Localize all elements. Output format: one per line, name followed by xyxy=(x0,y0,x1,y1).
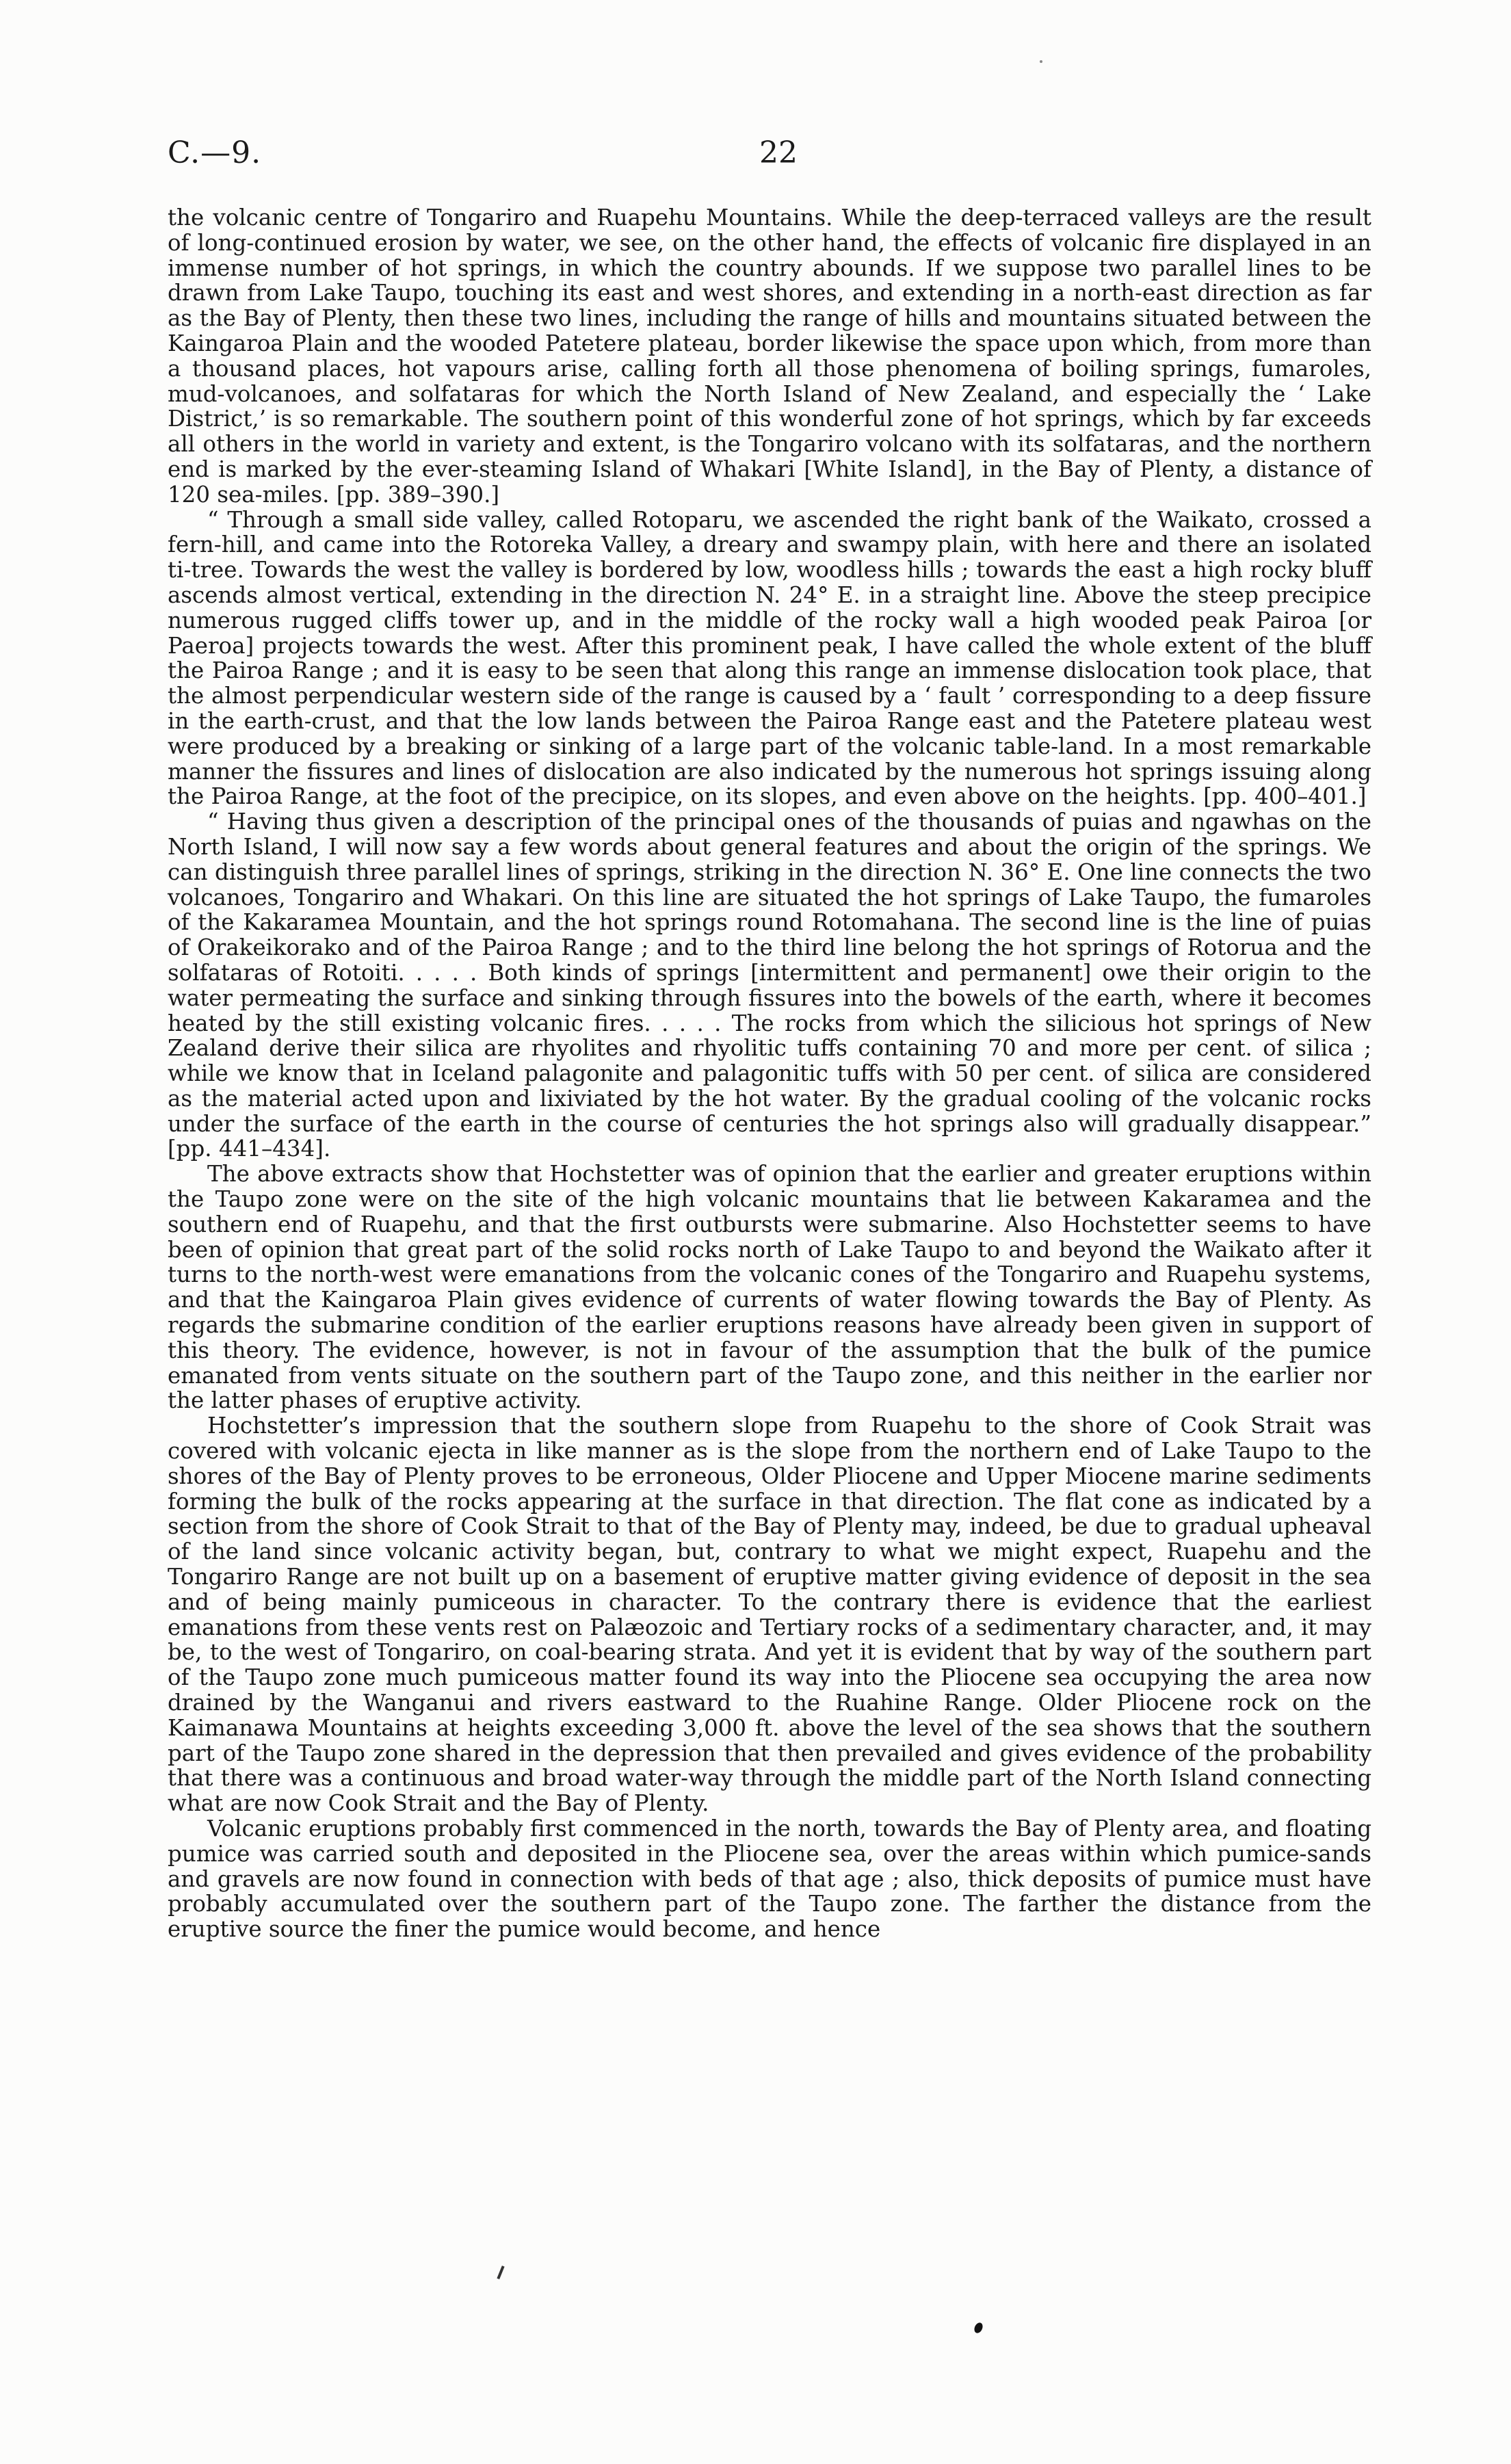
paragraph-quote-continuation: the volcanic centre of Tongariro and Ruapehu Mountains. While the deep-terraced valleys are the result of long-continued erosion by water, we see, on the other hand, the effects of volcanic fire displayed in an immense number of hot springs, in which the country abounds. If we suppose two parallel lines to be drawn from Lake Taupo, touching its east and west shores, and extending in a north-east direction as far as the Bay of Plenty, then these two lines, including the range of hills and mountains situated between the Kaingaroa Plain and the wooded Patetere plateau, border likewise the space upon which, from more than a thousand places, hot vapours arise, calling forth all those phenomena of boiling springs, fumaroles, mud-volcanoes, and solfataras for which the North Island of New Zealand, and especially the ‘ Lake District,’ is so remarkable. The southern point of this wonderful zone of hot springs, which by far exceeds all others in the world in variety and extent, is the Tongariro volcano with its solfataras, and the northern end is marked by the ever-steaming Island of Whakari [White Island], in the Bay of Plenty, a distance of 120 sea-miles. [pp. 389–390.] xyxy=(168,205,1371,508)
paragraph-springs-origin: “ Having thus given a description of the principal ones of the thousands of puias and ngawhas on the North Island, I will now say a few words about general features and about the origin of the springs. We can distinguish three parallel lines of springs, striking in the direction N. 36° E. One line connects the two volcanoes, Tongariro and Whakari. On this line are situated the hot springs of Lake Taupo, the fumaroles of the Kakaramea Mountain, and the hot springs round Rotomahana. The second line is the line of puias of Orakeikorako and of the Pairoa Range ; and to the third line belong the hot springs of Rotorua and the solfataras of Rotoiti. . . . . Both kinds of springs [intermittent and permanent] owe their origin to the water permeating the surface and sinking through fissures into the bowels of the earth, where it becomes heated by the still existing volcanic fires. . . . . The rocks from which the silicious hot springs of New Zealand derive their silica are rhyolites and rhyolitic tuffs containing 70 and more per cent. of silica ; while we know that in Iceland palagonite and palagonitic tuffs with 50 per cent. of silica are considered as the material acted upon and lixiviated by the hot water. By the gradual cooling of the volcanic rocks under the surface of the earth in the course of centuries the hot springs also will gradually disappear.” [pp. 441–434]. xyxy=(168,809,1371,1162)
page-number: 22 xyxy=(759,135,798,170)
paragraph-rotoreka-valley: “ Through a small side valley, called Rotoparu, we ascended the right bank of the Waikato, crossed a fern-hill, and came into the Rotoreka Valley, a dreary and swampy plain, with here and there an isolated ti-tree. Towards the west the valley is bordered by low, woodless hills ; towards the east a high rocky bluff ascends almost vertical, extending in the direction N. 24° E. in a straight line. Above the steep precipice numerous rugged cliffs tower up, and in the middle of the rocky wall a high wooded peak Pairoa [or Paeroa] projects towards the west. After this prominent peak, I have called the whole extent of the bluff the Pairoa Range ; and it is easy to be seen that along this range an immense dislocation took place, that the almost perpendicular western side of the range is caused by a ‘ fault ’ corresponding to a deep fissure in the earth-crust, and that the low lands between the Pairoa Range east and the Patetere plateau west were produced by a breaking or sinking of a large part of the volcanic table-land. In a most remarkable manner the fissures and lines of dislocation are also indicated by the numerous hot springs issuing along the Pairoa Range, at the foot of the precipice, on its slopes, and even above on the heights. [pp. 400–401.] xyxy=(168,506,1371,810)
speck-mark xyxy=(1040,60,1042,63)
pen-mark xyxy=(497,2266,504,2279)
body-text xyxy=(168,205,1371,1942)
paragraph-southern-slope: Hochstetter’s impression that the southern slope from Ruapehu to the shore of Cook Strait was covered with volcanic ejecta in like manner as is the slope from the northern end of Lake Taupo to the shores of the Bay of Plenty proves to be erroneous, Older Pliocene and Upper Miocene marine sediments forming the bulk of the rocks appearing at the surface in that direction. The flat cone as indicated by a section from the shore of Cook Strait to that of the Bay of Plenty may, indeed, be due to gradual upheaval of the land since volcanic activity began, but, contrary to what we might expect, Ruapehu and the Tongariro Range are not built up on a basement of eruptive matter giving evidence of deposit in the sea and of being mainly pumiceous in character. To the contrary there is evidence that the earliest emanations from these vents rest on Palæozoic and Tertiary rocks of a sedimentary character, and, it may be, to the west of Tongariro, on coal-bearing strata. And yet it is evident that by way of the southern part of the Taupo zone much pumiceous matter found its way into the Pliocene sea occupying the area now drained by the Wanganui and rivers eastward to the Ruahine Range. Older Pliocene rock on the Kaimanawa Mountains at heights exceeding 3,000 ft. above the level of the sea shows that the southern part of the Taupo zone shared in the depression that then prevailed and gives evidence of the probability that there was a continuous and broad water-way through the middle part of the North Island connecting what are now Cook Strait and the Bay of Plenty. xyxy=(168,1413,1371,1817)
paragraph-volcanic-eruptions: Volcanic eruptions probably first commenced in the north, towards the Bay of Plenty area, and floating pumice was carried south and deposited in the Pliocene sea, over the areas within which pumice-sands and gravels are now found in connection with beds of that age ; also, thick deposits of pumice must have probably accumulated over the southern part of the Taupo zone. The farther the distance from the eruptive source the finer the pumice would become, and hence xyxy=(168,1816,1371,1943)
ink-spot xyxy=(973,2321,984,2334)
document-id: C.—9. xyxy=(168,135,262,170)
paragraph-hochstetter-opinion: The above extracts show that Hochstetter was of opinion that the earlier and greater eruptions within the Taupo zone were on the site of the high volcanic mountains that lie between Kakaramea and the southern end of Ruapehu, and that the first outbursts were submarine. Also Hochstetter seems to have been of opinion that great part of the solid rocks north of Lake Taupo to and beyond the Waikato after it turns to the north-west were emanations from the volcanic cones of the Tongariro and Ruapehu systems, and that the Kaingaroa Plain gives evidence of currents of water flowing towards the Bay of Plenty. As regards the submarine condition of the earlier eruptions reasons have already been given in support of this theory. The evidence, however, is not in favour of the assumption that the bulk of the pumice emanated from vents situate on the southern part of the Taupo zone, and this neither in the earlier nor the latter phases of eruptive activity. xyxy=(168,1161,1371,1414)
page-header xyxy=(168,135,1371,176)
